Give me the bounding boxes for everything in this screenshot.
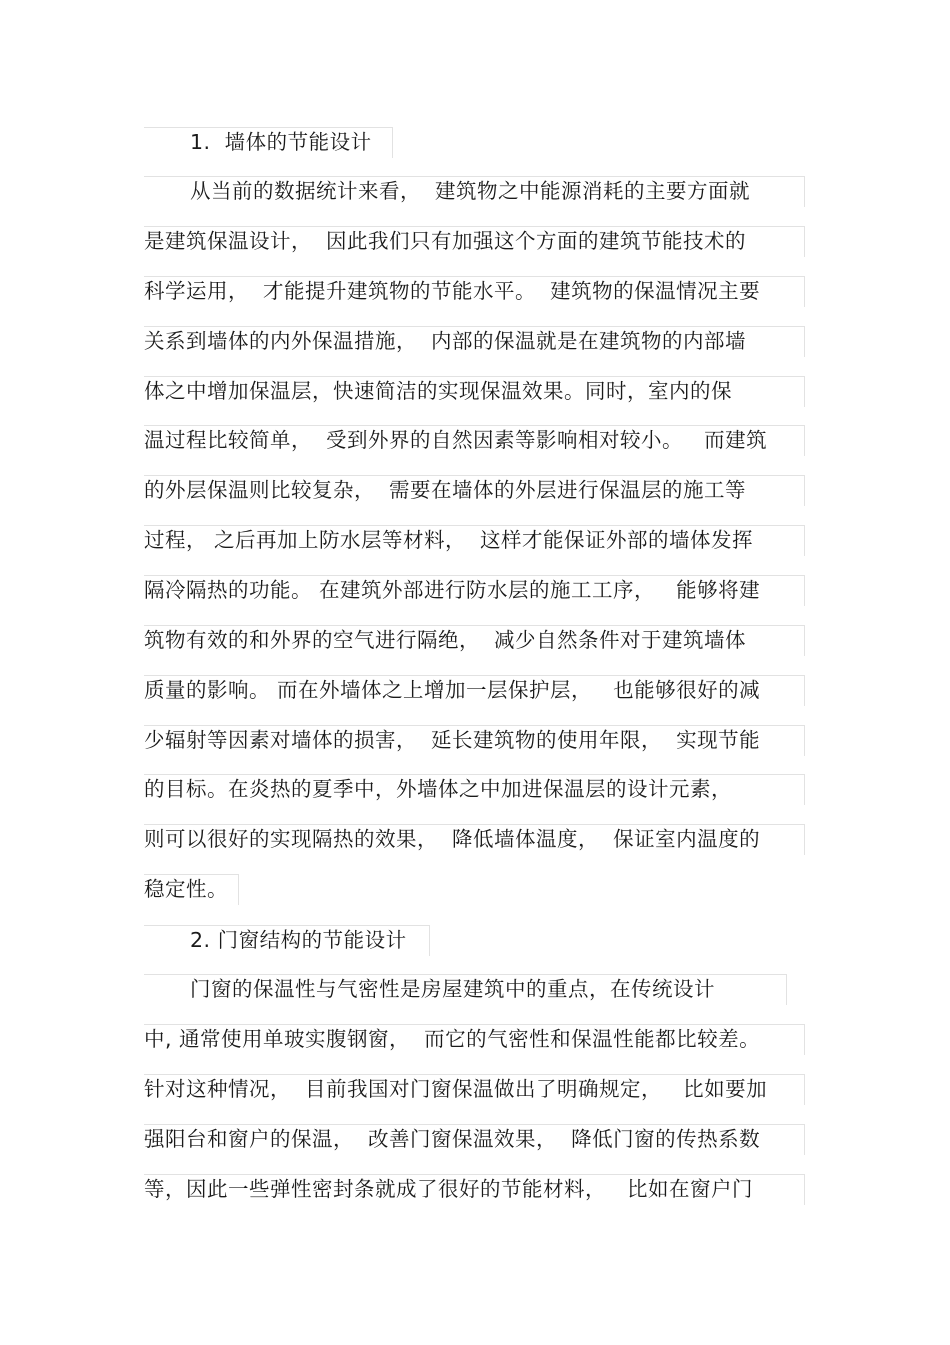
paragraph-line: 针对这种情况， 目前我国对门窗保温做出了明确规定， 比如要加 — [144, 1077, 768, 1101]
paragraph-line: 的目标。在炎热的夏季中，外墙体之中加进保温层的设计元素， — [144, 777, 732, 801]
paragraph-line: 强阳台和窗户的保温， 改善门窗保温效果， 降低门窗的传热系数 — [144, 1127, 761, 1151]
paragraph-line: 从当前的数据统计来看， 建筑物之中能源消耗的主要方面就 — [190, 179, 751, 203]
paragraph-line: 关系到墙体的内外保温措施， 内部的保温就是在建筑物的内部墙 — [144, 329, 747, 353]
paragraph-line: 稳定性。 — [144, 877, 228, 901]
paragraph-line: 过程， 之后再加上防水层等材料， 这样才能保证外部的墙体发挥 — [144, 528, 754, 552]
paragraph-line: 则可以很好的实现隔热的效果， 降低墙体温度， 保证室内温度的 — [144, 827, 761, 851]
paragraph-line: 少辐射等因素对墙体的损害， 延长建筑物的使用年限， 实现节能 — [144, 728, 761, 752]
paragraph-line: 筑物有效的和外界的空气进行隔绝， 减少自然条件对于建筑墙体 — [144, 628, 747, 652]
paragraph-line: 门窗的保温性与气密性是房屋建筑中的重点，在传统设计 — [190, 977, 715, 1001]
paragraph-line: 的外层保温则比较复杂， 需要在墙体的外层进行保温层的施工等 — [144, 478, 747, 502]
paragraph-line: 隔冷隔热的功能。 在建筑外部进行防水层的施工工序， 能够将建 — [144, 578, 761, 602]
paragraph-line: 质量的影响。 而在外墙体之上增加一层保护层， 也能够很好的减 — [144, 678, 761, 702]
paragraph-line: 温过程比较简单， 受到外界的自然因素等影响相对较小。 而建筑 — [144, 428, 768, 452]
paragraph-line: 是建筑保温设计， 因此我们只有加强这个方面的建筑节能技术的 — [144, 229, 747, 253]
paragraph-line: 科学运用， 才能提升建筑物的节能水平。 建筑物的保温情况主要 — [144, 279, 761, 303]
paragraph-line: 等，因此一些弹性密封条就成了很好的节能材料， 比如在窗户门 — [144, 1177, 754, 1201]
paragraph-line: 中, 通常使用单玻实腹钢窗， 而它的气密性和保温性能都比较差。 — [144, 1027, 761, 1051]
section-heading-wall: 1. 墙体的节能设计 — [190, 130, 372, 154]
section-heading-doors-windows: 2. 门窗结构的节能设计 — [190, 928, 407, 952]
paragraph-line: 体之中增加保温层，快速简洁的实现保温效果。同时，室内的保 — [144, 379, 732, 403]
